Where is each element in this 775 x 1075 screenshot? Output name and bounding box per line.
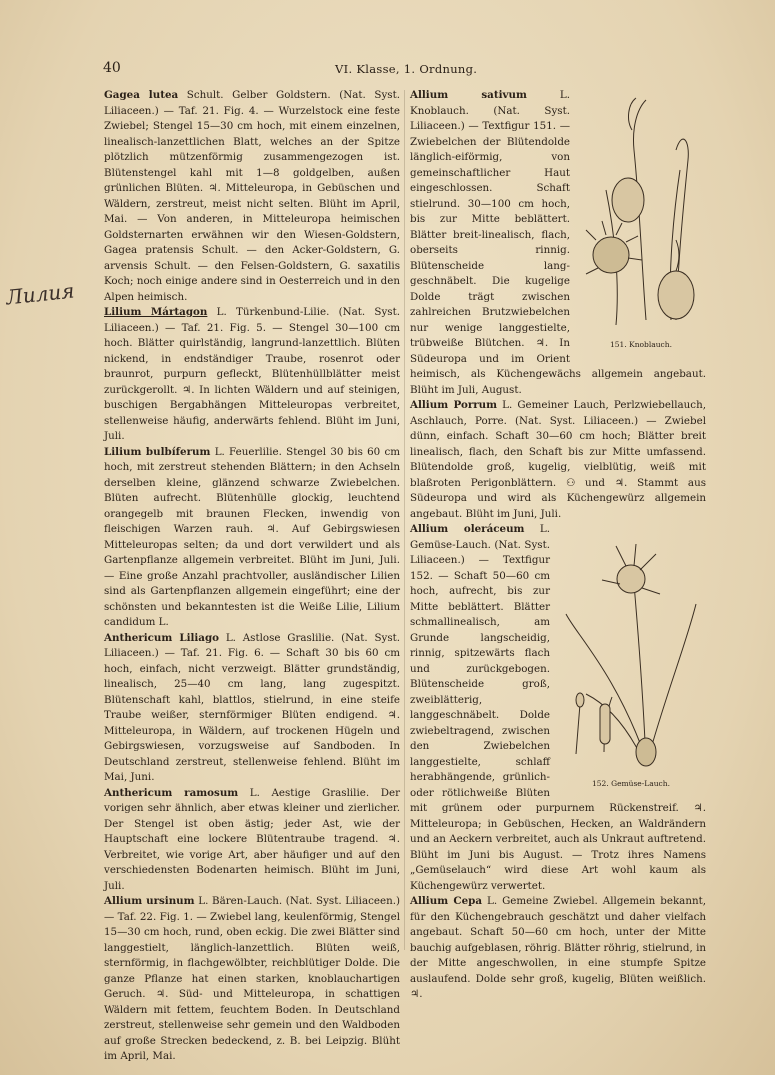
- column-divider: [404, 90, 405, 950]
- left-column: [104, 88, 400, 1065]
- entry-allium-cepa: Allium Cepa L. Gemeine Zwiebel. Allgemein bekannt, für den Küchengebrauch geschätzt und daher vielfach angebaut. Schaft 50—60 cm hoch, unter der Mitte bauchig aufgeblasen, röhrig. Blätter röhrig, stielrund, in der Mitte angeschwollen, in eine stumpfe Spitze auslaufend. Dolde sehr groß, kugelig, Blüten weißlich. ♃.: [410, 895, 706, 1000]
- entry-anthericum-liliago: Anthericum Liliago L. Astlose Graslilie. (Nat. Syst. Liliaceen.) — Taf. 21. Fig. 6. — Schaft 30 bis 60 cm hoch, einfach, nicht verzweigt. Blätter grundständig, linealisch, 25—40 cm lang, lang zugespitzt. Blütenschaft kahl, blattlos, stielrund, in eine steife Traube weißer, sternförmiger Blüten endigend. ♃. Mitteleuropa, in Wäldern, auf trockenen Hügeln und Gebirgswiesen, vorzugsweise auf Sandboden. In Deutschland zerstreut, stellenweise fehlend. Blüht im Mai, Juni.: [104, 631, 401, 783]
- figure-152-caption: 152. Gemüse-Lauch.: [592, 779, 670, 788]
- garlic-illustration: [576, 90, 706, 335]
- page-header: VI. Klasse, 1. Ordnung.: [335, 62, 478, 76]
- entry-allium-ursinum: Allium ursinum L. Bären-Lauch. (Nat. Syst. Liliaceen.) — Taf. 22. Fig. 1. — Zwiebel lang, keulenförmig, Stengel 15—30 cm hoch, rund, oben eckig. Die zwei Blätter sind langgestielt, länglich-lanzettlich. Blüten weiß, sternförmig, in flachgewölbter, reichblütiger Dolde. Die ganze Pflanze hat einen starken, knoblauchartigen Geruch. ♃. Süd- und Mitteleuropa, in schattigen Wäldern mit fettem, feuchtem Boden. In Deutschland zerstreut, stellenweise sehr gemein und den Waldboden auf große Strecken bedeckend, z. B. bei Leipzig. Blüht im April, Mai.: [104, 895, 400, 1062]
- entry-allium-sativum: 151. Knoblauch. Allium sativum L. Knoblauch. (Nat. Syst. Liliaceen.) — Textfigur 151. — Zwiebelchen der Blütendolde länglich-eiförmig, von gemeinschaftlicher Haut eingeschlossen. Schaft stielrund. 30—100 cm hoch, bis zur Mitte beblättert. Blätter breit-linealisch, flach, oberseits rinnig. Blütenscheide lang-geschnäbelt. Die kugelige Dolde trägt zwischen zahlreichen Brutzwiebelchen nur wenige langgestielte, trübweiße Blütchen. ♃. In Südeuropa und im Orient heimisch, als Küchengewächs allgemein angebaut. Blüht im Juli, August.: [410, 89, 706, 396]
- page-number: 40: [103, 60, 121, 76]
- handwritten-margin-note: Лилия: [4, 278, 76, 310]
- wild-garlic-illustration: [556, 524, 706, 774]
- figure-151: [576, 90, 706, 353]
- entry-lilium-martagon: Lilium Mártagon L. Türkenbund-Lilie. (Nat. Syst. Liliaceen.) — Taf. 21. Fig. 5. — Stengel 30—100 cm hoch. Blätter quirlständig, langrund-lanzettlich. Blüten nickend, in endständiger Traube, rosenrot oder braunrot, purpurn gefleckt, Blütenhüllblätter meist zurückgerollt. ♃. In lichten Wäldern und auf steinigen, buschigen Bergabhängen Mitteleuropas verbreitet, stellenweise häufig, anderwärts fehlend. Blüht im Juni, Juli.: [104, 306, 400, 442]
- entry-allium-oleraceum: 152. Gemüse-Lauch. Allium oleráceum L. Gemüse-Lauch. (Nat. Syst. Liliaceen.) — Textfigur 152. — Schaft 50—60 cm hoch, aufrecht, bis zur Mitte beblättert. Blätter schmallinealisch, am Grunde langscheidig, rinnig, spitzewärts flach und zurückgebogen. Blütenscheide groß, zweiblätterig, langgeschnäbelt. Dolde zwiebeltragend, zwischen den Zwiebelchen langgestielte, schlaff herabhängende, grünlich- oder rötlichweiße Blüten mit grünem oder purpurnem Rückenstreif. ♃. Mitteleuropa; in Gebüschen, Hecken, an Waldrändern und an Aeckern verbreitet, auch als Unkraut auftretend. Blüht im Juni bis August. — Trotz ihres Namens „Gemüselauch“ wird diese Art wohl kaum als Küchengewürz verwertet.: [410, 523, 706, 892]
- figure-152: [556, 524, 706, 792]
- entry-anthericum-ramosum: Anthericum ramosum L. Aestige Graslilie. Der vorigen sehr ähnlich, aber etwas kleiner und zierlicher. Der Stengel ist oben ästig; jeder Ast, wie der Hauptschaft eine lockere Blütentraube tragend. ♃. Verbreitet, wie vorige Art, aber häufiger und auf den verschiedensten Bodenarten heimisch. Blüht im Juni, Juli.: [104, 786, 400, 892]
- figure-151-caption: 151. Knoblauch.: [610, 340, 672, 349]
- entry-gagea-lutea: Gagea lutea Schult. Gelber Goldstern. (Nat. Syst. Liliaceen.) — Taf. 21. Fig. 4. — Wurzelstock eine feste Zwiebel; Stengel 15—30 cm hoch, mit einem einzelnen, linealisch-lanzettlichen Blatt, welches an der Spitze plötzlich mützenförmig zusammengezogen ist. Blütenstengel kahl mit 1—8 goldgelben, außen grünlichen Blüten. ♃. Mitteleuropa, in Gebüschen und Wäldern, zerstreut, meist nicht selten. Blüht im April, Mai. — Von anderen, in Mitteleuropa heimischen Goldsternarten erwähnen wir den Wiesen-Goldstern, Gagea pratensis Schult. — den Acker-Goldstern, G. arvensis Schult. — den Felsen-Goldstern, G. saxatilis Koch; noch einige andere sind in Oesterreich und in den Alpen heimisch.: [104, 89, 400, 303]
- entry-allium-porrum: Allium Porrum L. Gemeiner Lauch, Perlzwiebellauch, Aschlauch, Porre. (Nat. Syst. Liliaceen.) — Zwiebel dünn, einfach. Schaft 30—60 cm hoch; Blätter breit linealisch, flach, den Schaft bis zur Mitte umfassend. Blütendolde groß, kugelig, vielblütig, weiß mit blaßroten Perigonblättern. ⚇ und ♃. Stammt aus Südeuropa und wird als Küchengewürz allgemein angebaut. Blüht im Juni, Juli.: [410, 399, 706, 520]
- right-column: [410, 88, 706, 1003]
- entry-lilium-bulbiferum: Lilium bulbíferum L. Feuerlilie. Stengel 30 bis 60 cm hoch, mit zerstreut stehenden Blättern; in den Achseln derselben kleine, glänzend schwarze Zwiebelchen. Blüten aufrecht. Blütenhülle glockig, leuchtend orangegelb mit braunen Flecken, inwendig von fleischigen Warzen rauh. ♃. Auf Gebirgswiesen Mitteleuropas selten; da und dort verwildert und als Gartenpflanze allgemein verbreitet. Blüht im Juni, Juli. — Eine große Anzahl prachtvoller, ausländischer Lilien sind als Gartenpflanzen allgemein eingeführt; eine der schönsten und bekanntesten ist die Weiße Lilie, Lilium candidum L.: [104, 445, 400, 628]
